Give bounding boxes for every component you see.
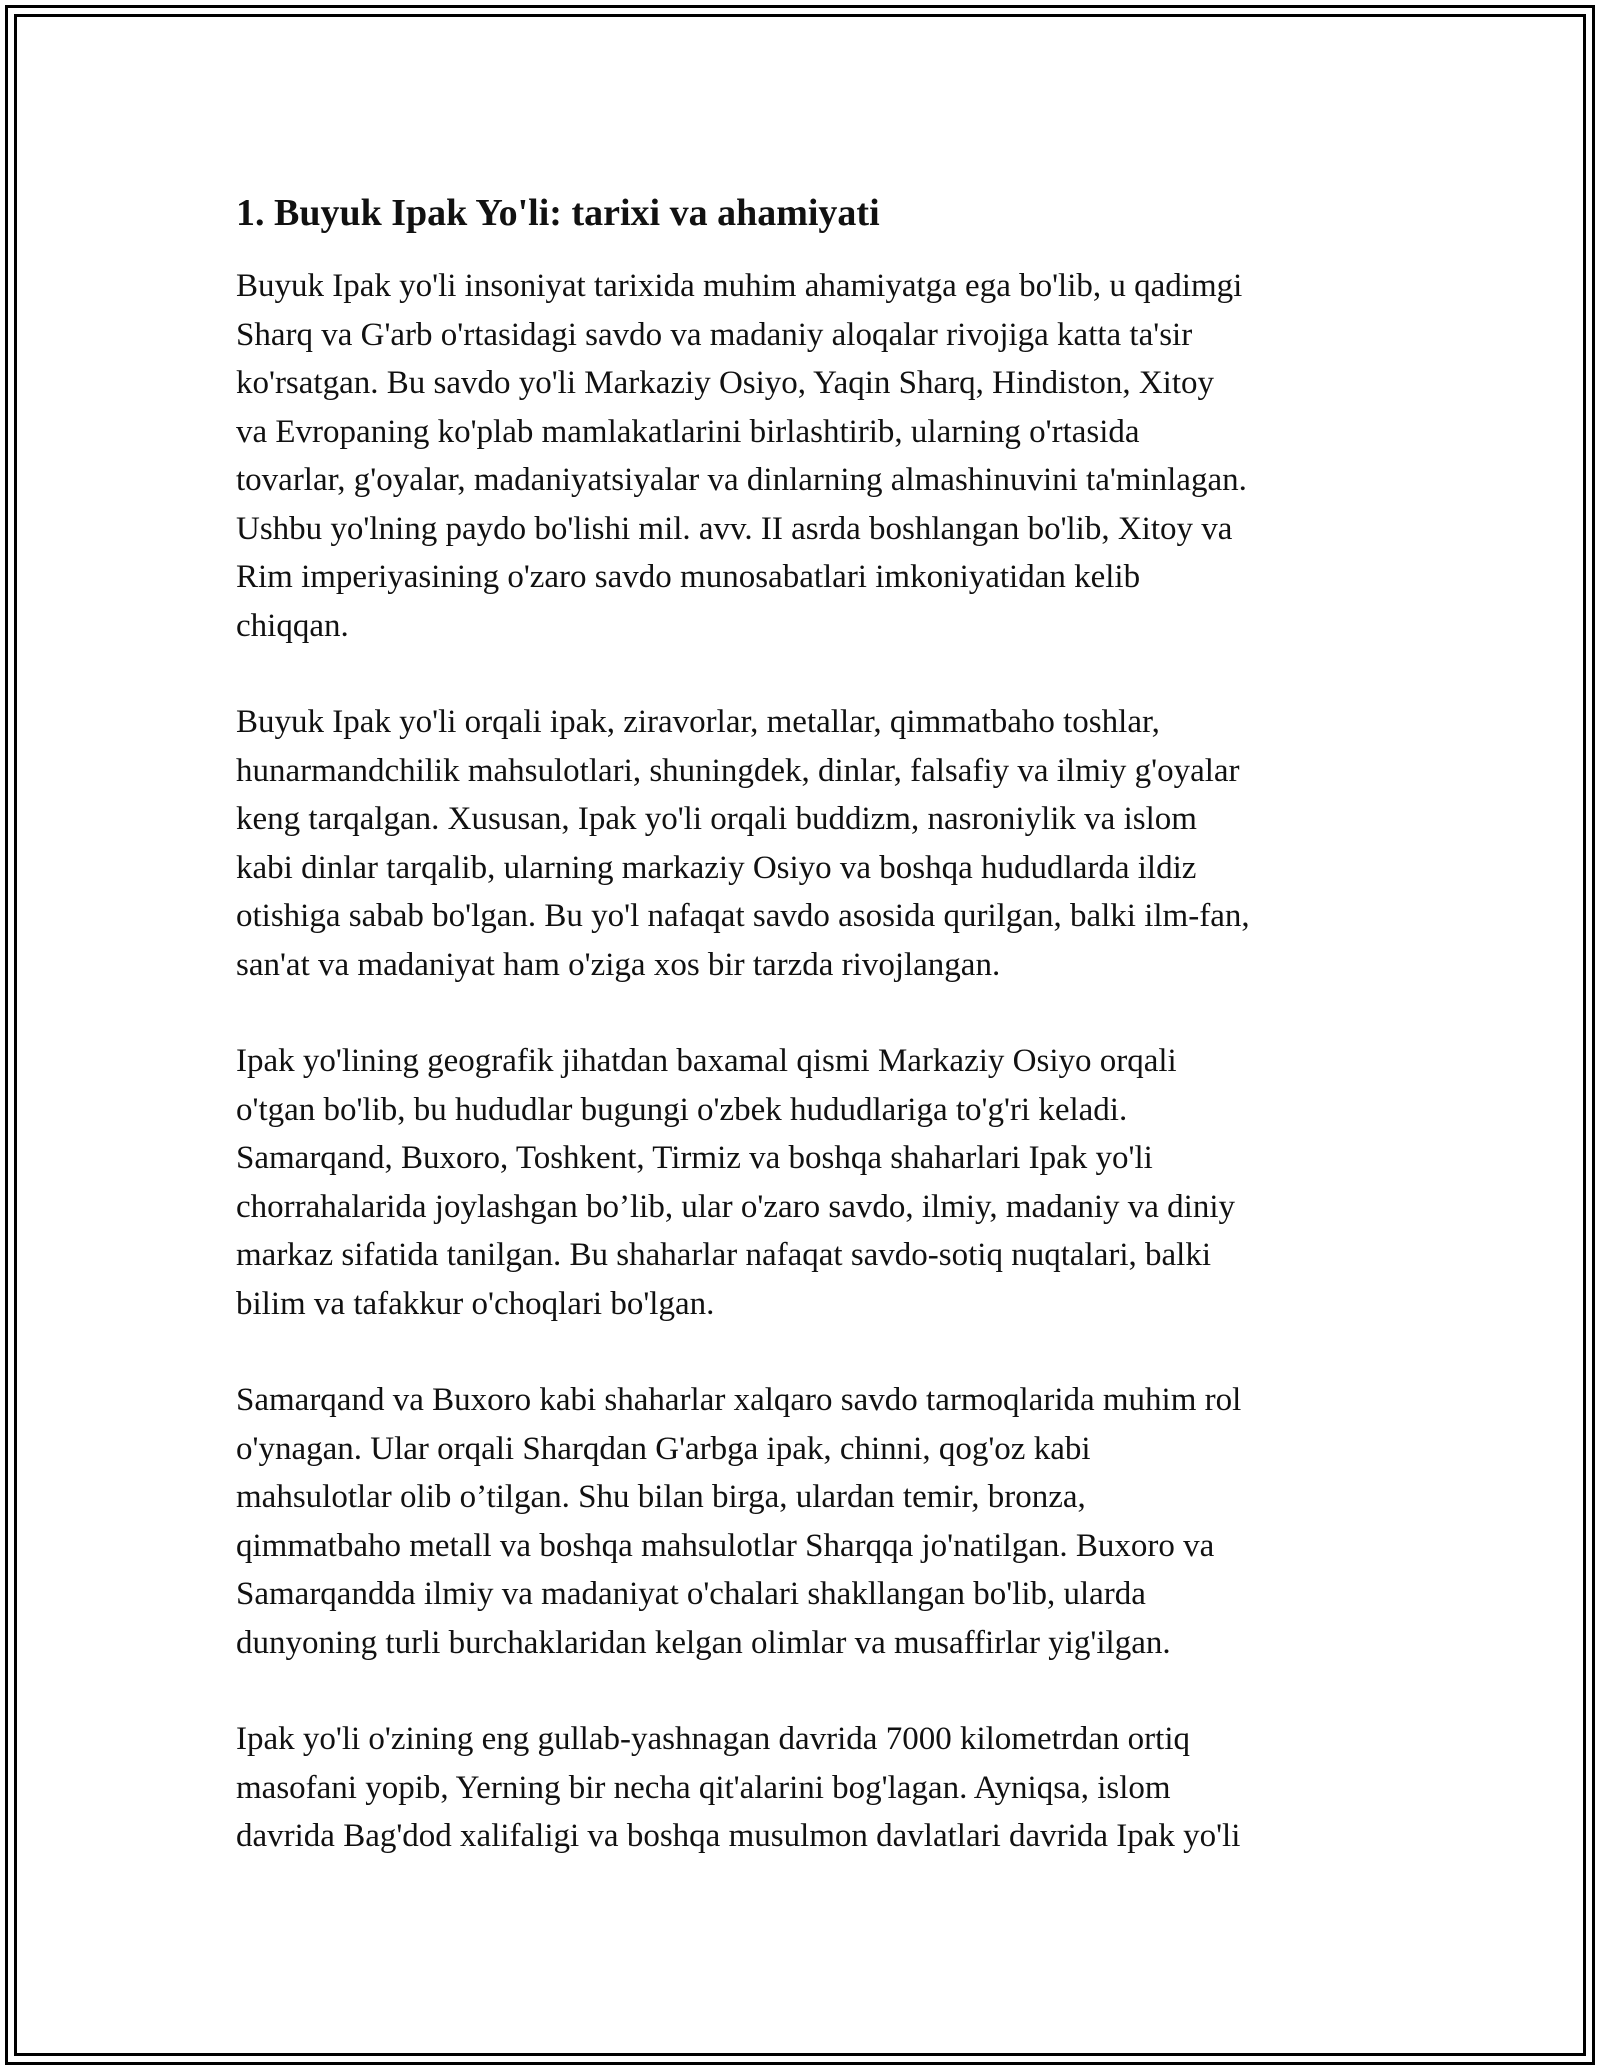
paragraph-5: Ipak yo'li o'zining eng gullab-yashnagan davrida 7000 kilometrdan ortiq masofani yopib, Yerning bir necha qit'alarini bog'lagan. Ayniqsa, islom davrida Bag'dod xalifaligi va boshqa musulmon davlatlari davrida Ipak yo'li <box>236 1721 1241 1854</box>
section-heading: 1. Buyuk Ipak Yo'li: tarixi va ahamiyati <box>236 192 880 234</box>
paragraph-2: Buyuk Ipak yo'li orqali ipak, ziravorlar, metallar, qimmatbaho toshlar, hunarmandchilik mahsulotlari, shuningdek, dinlar, falsafiy va ilmiy g'oyalar keng tarqalgan. Xususan, Ipak yo'li orqali buddizm, nasroniylik va islom kabi dinlar tarqalib, ularning markaziy Osiyo va boshqa hududlarda ildiz otishiga sabab bo'lgan. Bu yo'l nafaqat savdo asosida qurilgan, balki ilm-fan, san'at va madaniyat ham o'ziga xos bir tarzda rivojlangan. <box>236 704 1250 983</box>
document-body <box>236 186 1366 1909</box>
paragraph-1: Buyuk Ipak yo'li insoniyat tarixida muhim ahamiyatga ega bo'lib, u qadimgi Sharq va G'arb o'rtasidagi savdo va madaniy aloqalar rivojiga katta ta'sir ko'rsatgan. Bu savdo yo'li Markaziy Osiyo, Yaqin Sharq, Hindiston, Xitoy va Evropaning ko'plab mamlakatlarini birlashtirib, ularning o'rtasida tovarlar, g'oyalar, madaniyatsiyalar va dinlarning almashinuvini ta'minlagan. Ushbu yo'lning paydo bo'lishi mil. avv. II asrda boshlangan bo'lib, Xitoy va Rim imperiyasining o'zaro savdo munosabatlari imkoniyatidan kelib chiqqan. <box>236 268 1247 644</box>
paragraph-4: Samarqand va Buxoro kabi shaharlar xalqaro savdo tarmoqlarida muhim rol o'ynagan. Ular orqali Sharqdan G'arbga ipak, chinni, qog'oz kabi mahsulotlar olib o’tilgan. Shu bilan birga, ulardan temir, bronza, qimmatbaho metall va boshqa mahsulotlar Sharqqa jo'natilgan. Buxoro va Samarqandda ilmiy va madaniyat o'chalari shakllangan bo'lib, ularda dunyoning turli burchaklaridan kelgan olimlar va musaffirlar yig'ilgan. <box>236 1382 1242 1661</box>
paragraph-3: Ipak yo'lining geografik jihatdan baxamal qismi Markaziy Osiyo orqali o'tgan bo'lib, bu hududlar bugungi o'zbek hududlariga to'g'ri keladi. Samarqand, Buxoro, Toshkent, Tirmiz va boshqa shaharlari Ipak yo'li chorrahalarida joylashgan bo’lib, ular o'zaro savdo, ilmiy, madaniy va diniy markaz sifatida tanilgan. Bu shaharlar nafaqat savdo-sotiq nuqtalari, balki bilim va tafakkur o'choqlari bo'lgan. <box>236 1043 1236 1322</box>
